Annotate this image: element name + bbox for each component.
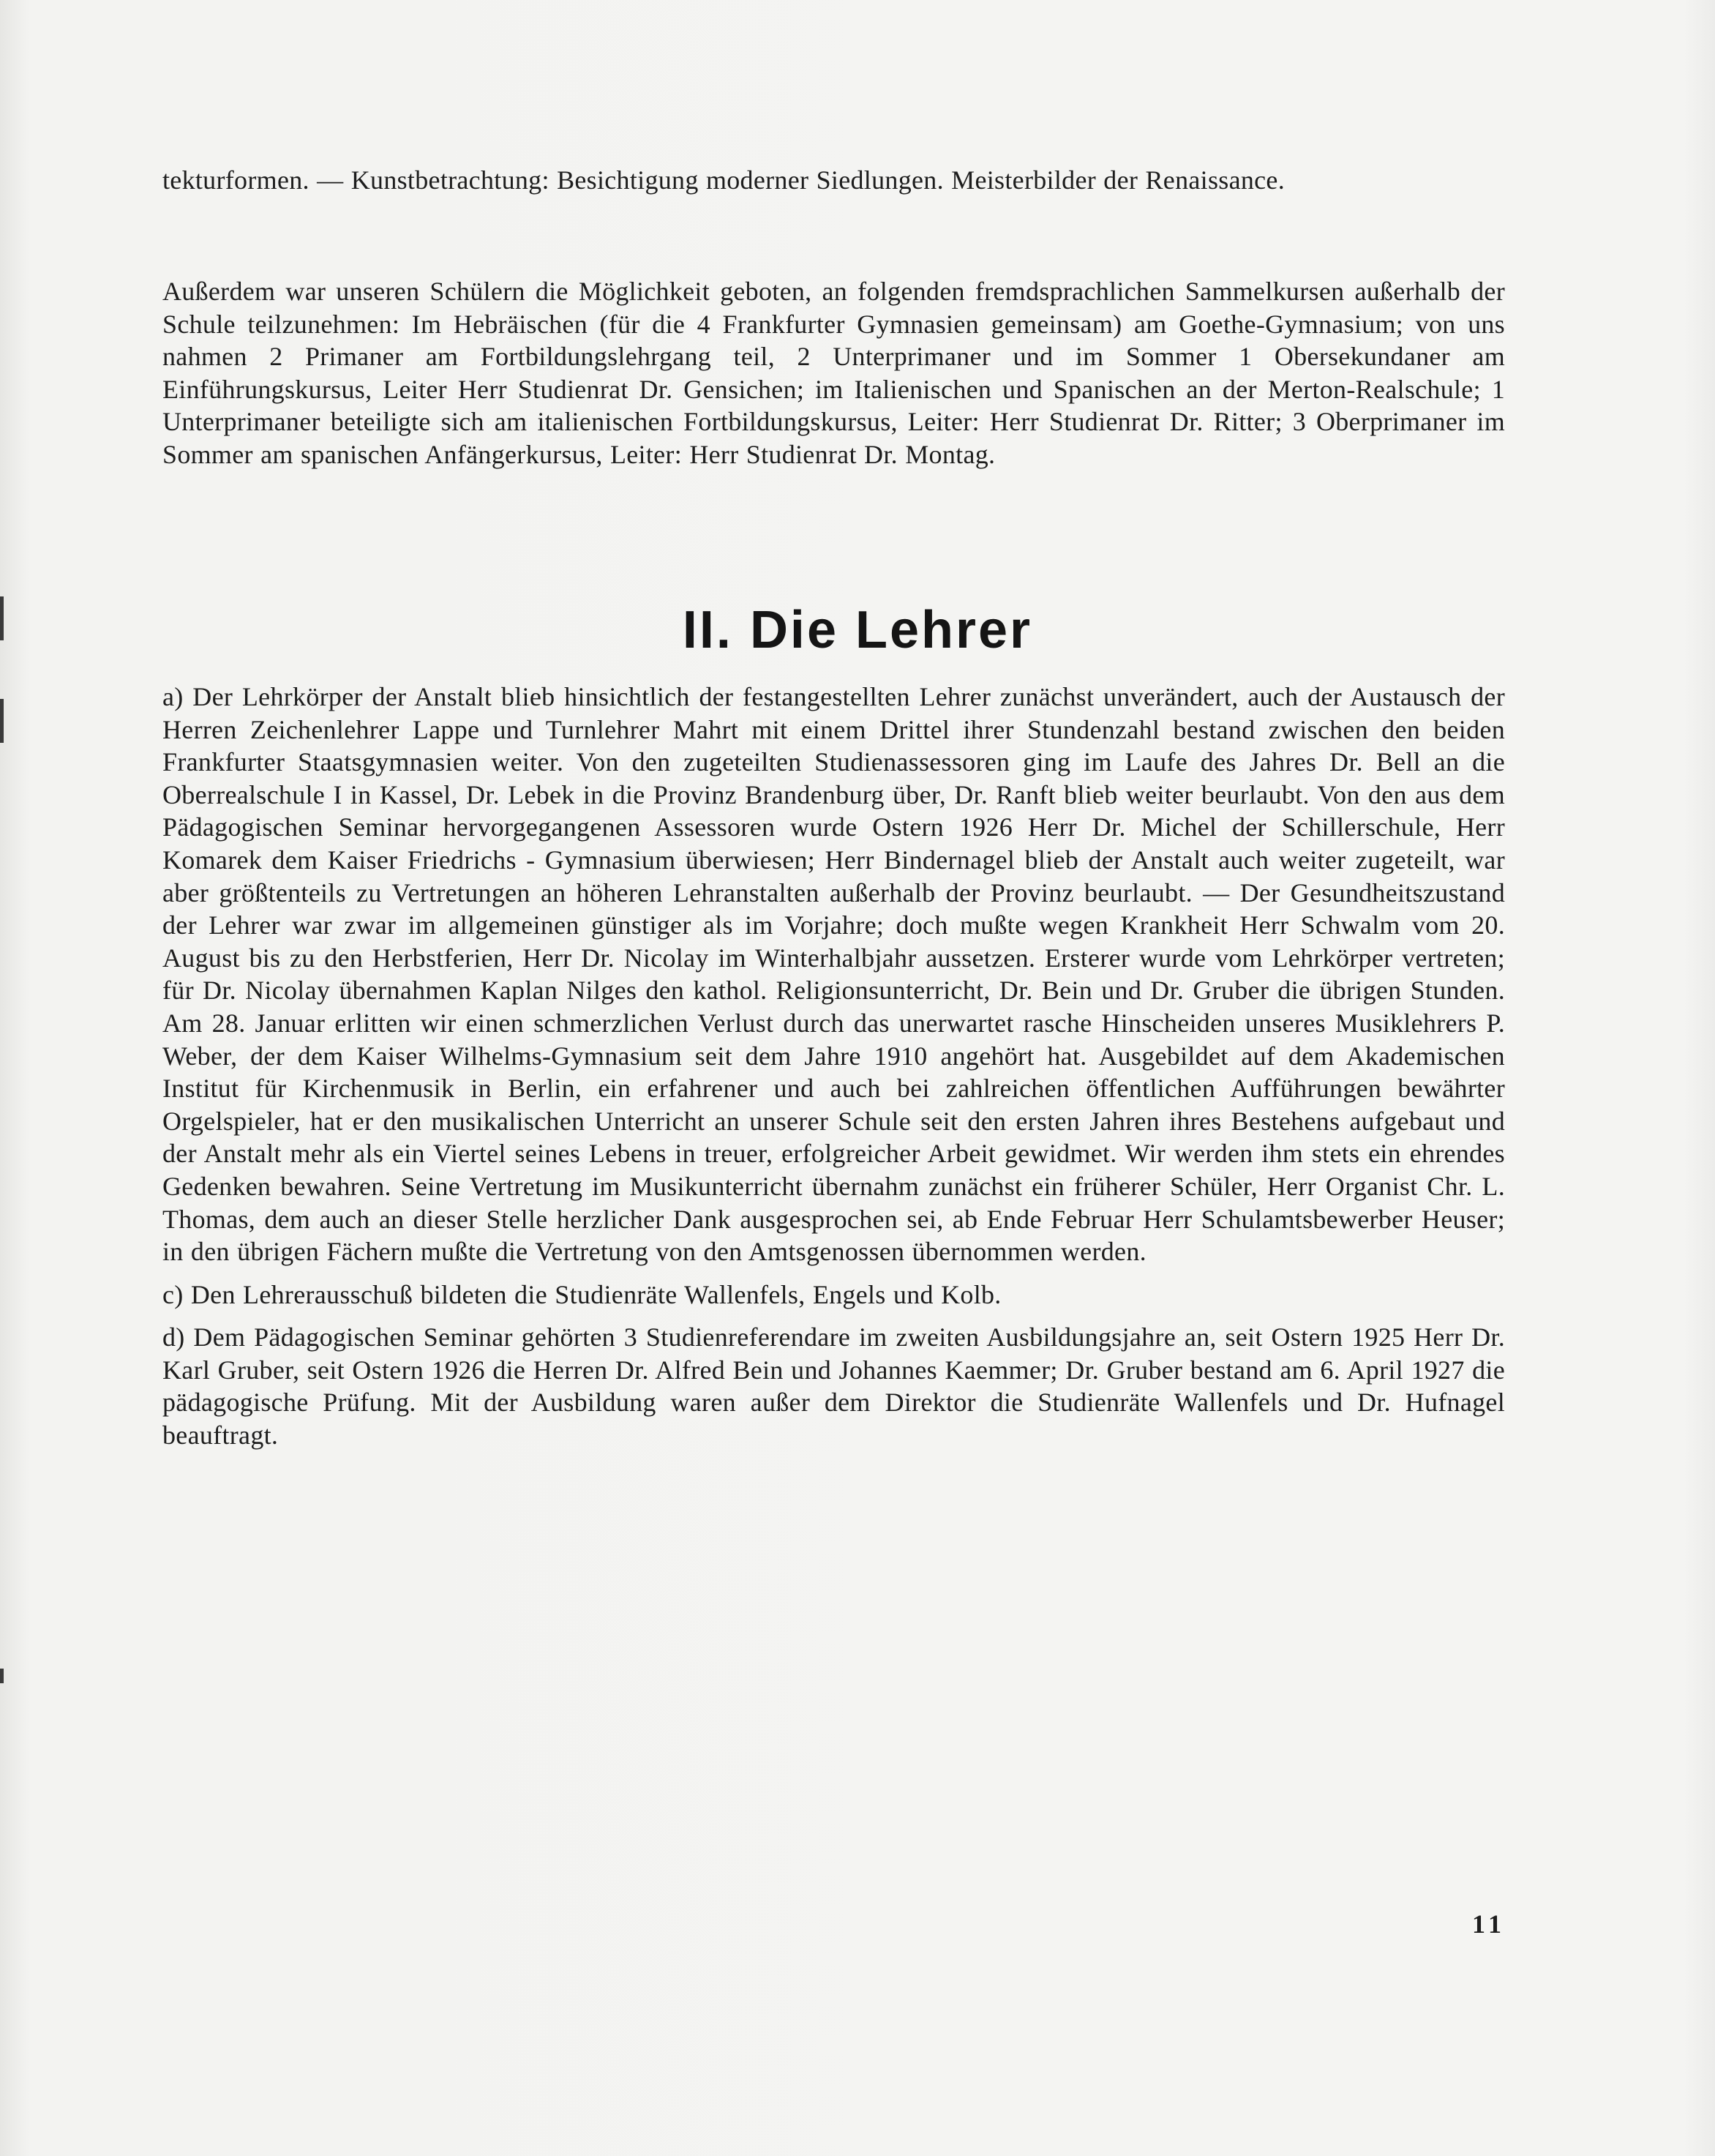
intro-paragraph-2: Außerdem war unseren Schülern die Möglichkeit geboten, an folgenden fremdsprachlichen Sammelkursen außerhalb der Schule teilzunehmen: Im Hebräischen (für die 4 Frankfurter Gymnasien gemeinsam) am Goethe-Gymnasium; von uns nahmen 2 Primaner am Fortbildungslehrgang teil, 2 Unterprimaner und im Sommer 1 Obersekundaner am Einführungskursus, Leiter Herr Studienrat Dr. Gensichen; im Italienischen und Spanischen an der Merton-Realschule; 1 Unterprimaner beteiligte sich am italienischen Fortbildungskursus, Leiter: Herr Studienrat Dr. Ritter; 3 Oberprimaner im Sommer am spanischen Anfängerkursus, Leiter: Herr Studienrat Dr. Montag. [162, 277, 1505, 469]
section-heading: II. Die Lehrer [682, 601, 1033, 659]
paragraph-a: a) Der Lehrkörper der Anstalt blieb hinsichtlich der festangestellten Lehrer zunächst unverändert, auch der Austausch der Herren Zeichenlehrer Lappe und Turnlehrer Mahrt mit einem Drittel ihrer Stundenzahl bestand zwischen den beiden Frankfurter Staatsgymnasien weiter. Von den zugeteilten Studienassessoren ging im Laufe des Jahres Dr. Bell an die Oberrealschule I in Kassel, Dr. Lebek in die Provinz Brandenburg über, Dr. Ranft blieb weiter beurlaubt. Von den aus dem Pädagogischen Seminar hervorgegangenen Assessoren wurde Ostern 1926 Herr Dr. Michel der Schillerschule, Herr Komarek dem Kaiser Friedrichs - Gymnasium überwiesen; Herr Bindernagel blieb der Anstalt auch weiter zugeteilt, war aber größtenteils zu Vertretungen an höheren Lehranstalten außerhalb der Provinz beurlaubt. — Der Gesundheitszustand der Lehrer war zwar im allgemeinen günstiger als im Vorjahre; doch mußte wegen Krankheit Herr Schwalm vom 20. August bis zu den Herbstferien, Herr Dr. Nicolay im Winterhalbjahr aussetzen. Ersterer wurde vom Lehrkörper vertreten; für Dr. Nicolay übernahmen Kaplan Nilges den kathol. Religionsunterricht, Dr. Bein und Dr. Gruber die übrigen Stunden. Am 28. Januar erlitten wir einen schmerzlichen Verlust durch das unerwartet rasche Hinscheiden unseres Musiklehrers P. Weber, der dem Kaiser Wilhelms-Gymnasium seit dem Jahre 1910 angehört hat. Ausgebildet auf dem Akademischen Institut für Kirchenmusik in Berlin, ein erfahrener und auch bei zahlreichen öffentlichen Aufführungen bewährter Orgelspieler, hat er den musikalischen Unterricht an unserer Schule seit den ersten Jahren ihres Bestehens aufgebaut und der Anstalt mehr als ein Viertel seines Lebens in treuer, erfolgreicher Arbeit gewidmet. Wir werden ihm stets ein ehrendes Gedenken bewahren. Seine Vertretung im Musikunterricht übernahm zunächst ein früherer Schüler, Herr Organist Chr. L. Thomas, dem auch an dieser Stelle herzlicher Dank ausgesprochen sei, ab Ende Februar Herr Schulamtsbewerber Heuser; in den übrigen Fächern mußte die Vertretung von den Amtsgenossen übernommen werden. [162, 682, 1505, 1267]
intro-language-courses [162, 275, 1505, 471]
page-number: 11 [1471, 1909, 1506, 1939]
intro-paragraph-1: tekturformen. — Kunstbetrachtung: Besichtigung moderner Siedlungen. Meisterbilder der Renaissance. [162, 165, 1286, 195]
section-body [162, 681, 1505, 1462]
paragraph-d: d) Dem Pädagogischen Seminar gehörten 3 Studienreferendare im zweiten Ausbildungsjahre an, seit Ostern 1925 Herr Dr. Karl Gruber, seit Ostern 1926 die Herren Dr. Alfred Bein und Johannes Kaemmer; Dr. Gruber bestand am 6. April 1927 die pädagogische Prüfung. Mit der Ausbildung waren außer dem Direktor die Studienräte Wallenfels und Dr. Hufnagel beauftragt. [162, 1322, 1505, 1451]
intro-paragraph-continued [162, 164, 1505, 197]
paragraph-c: c) Den Lehrerausschuß bildeten die Studienräte Wallenfels, Engels und Kolb. [162, 1279, 1002, 1309]
scan-edge-mark [0, 699, 4, 743]
scan-edge-mark [0, 1669, 4, 1683]
